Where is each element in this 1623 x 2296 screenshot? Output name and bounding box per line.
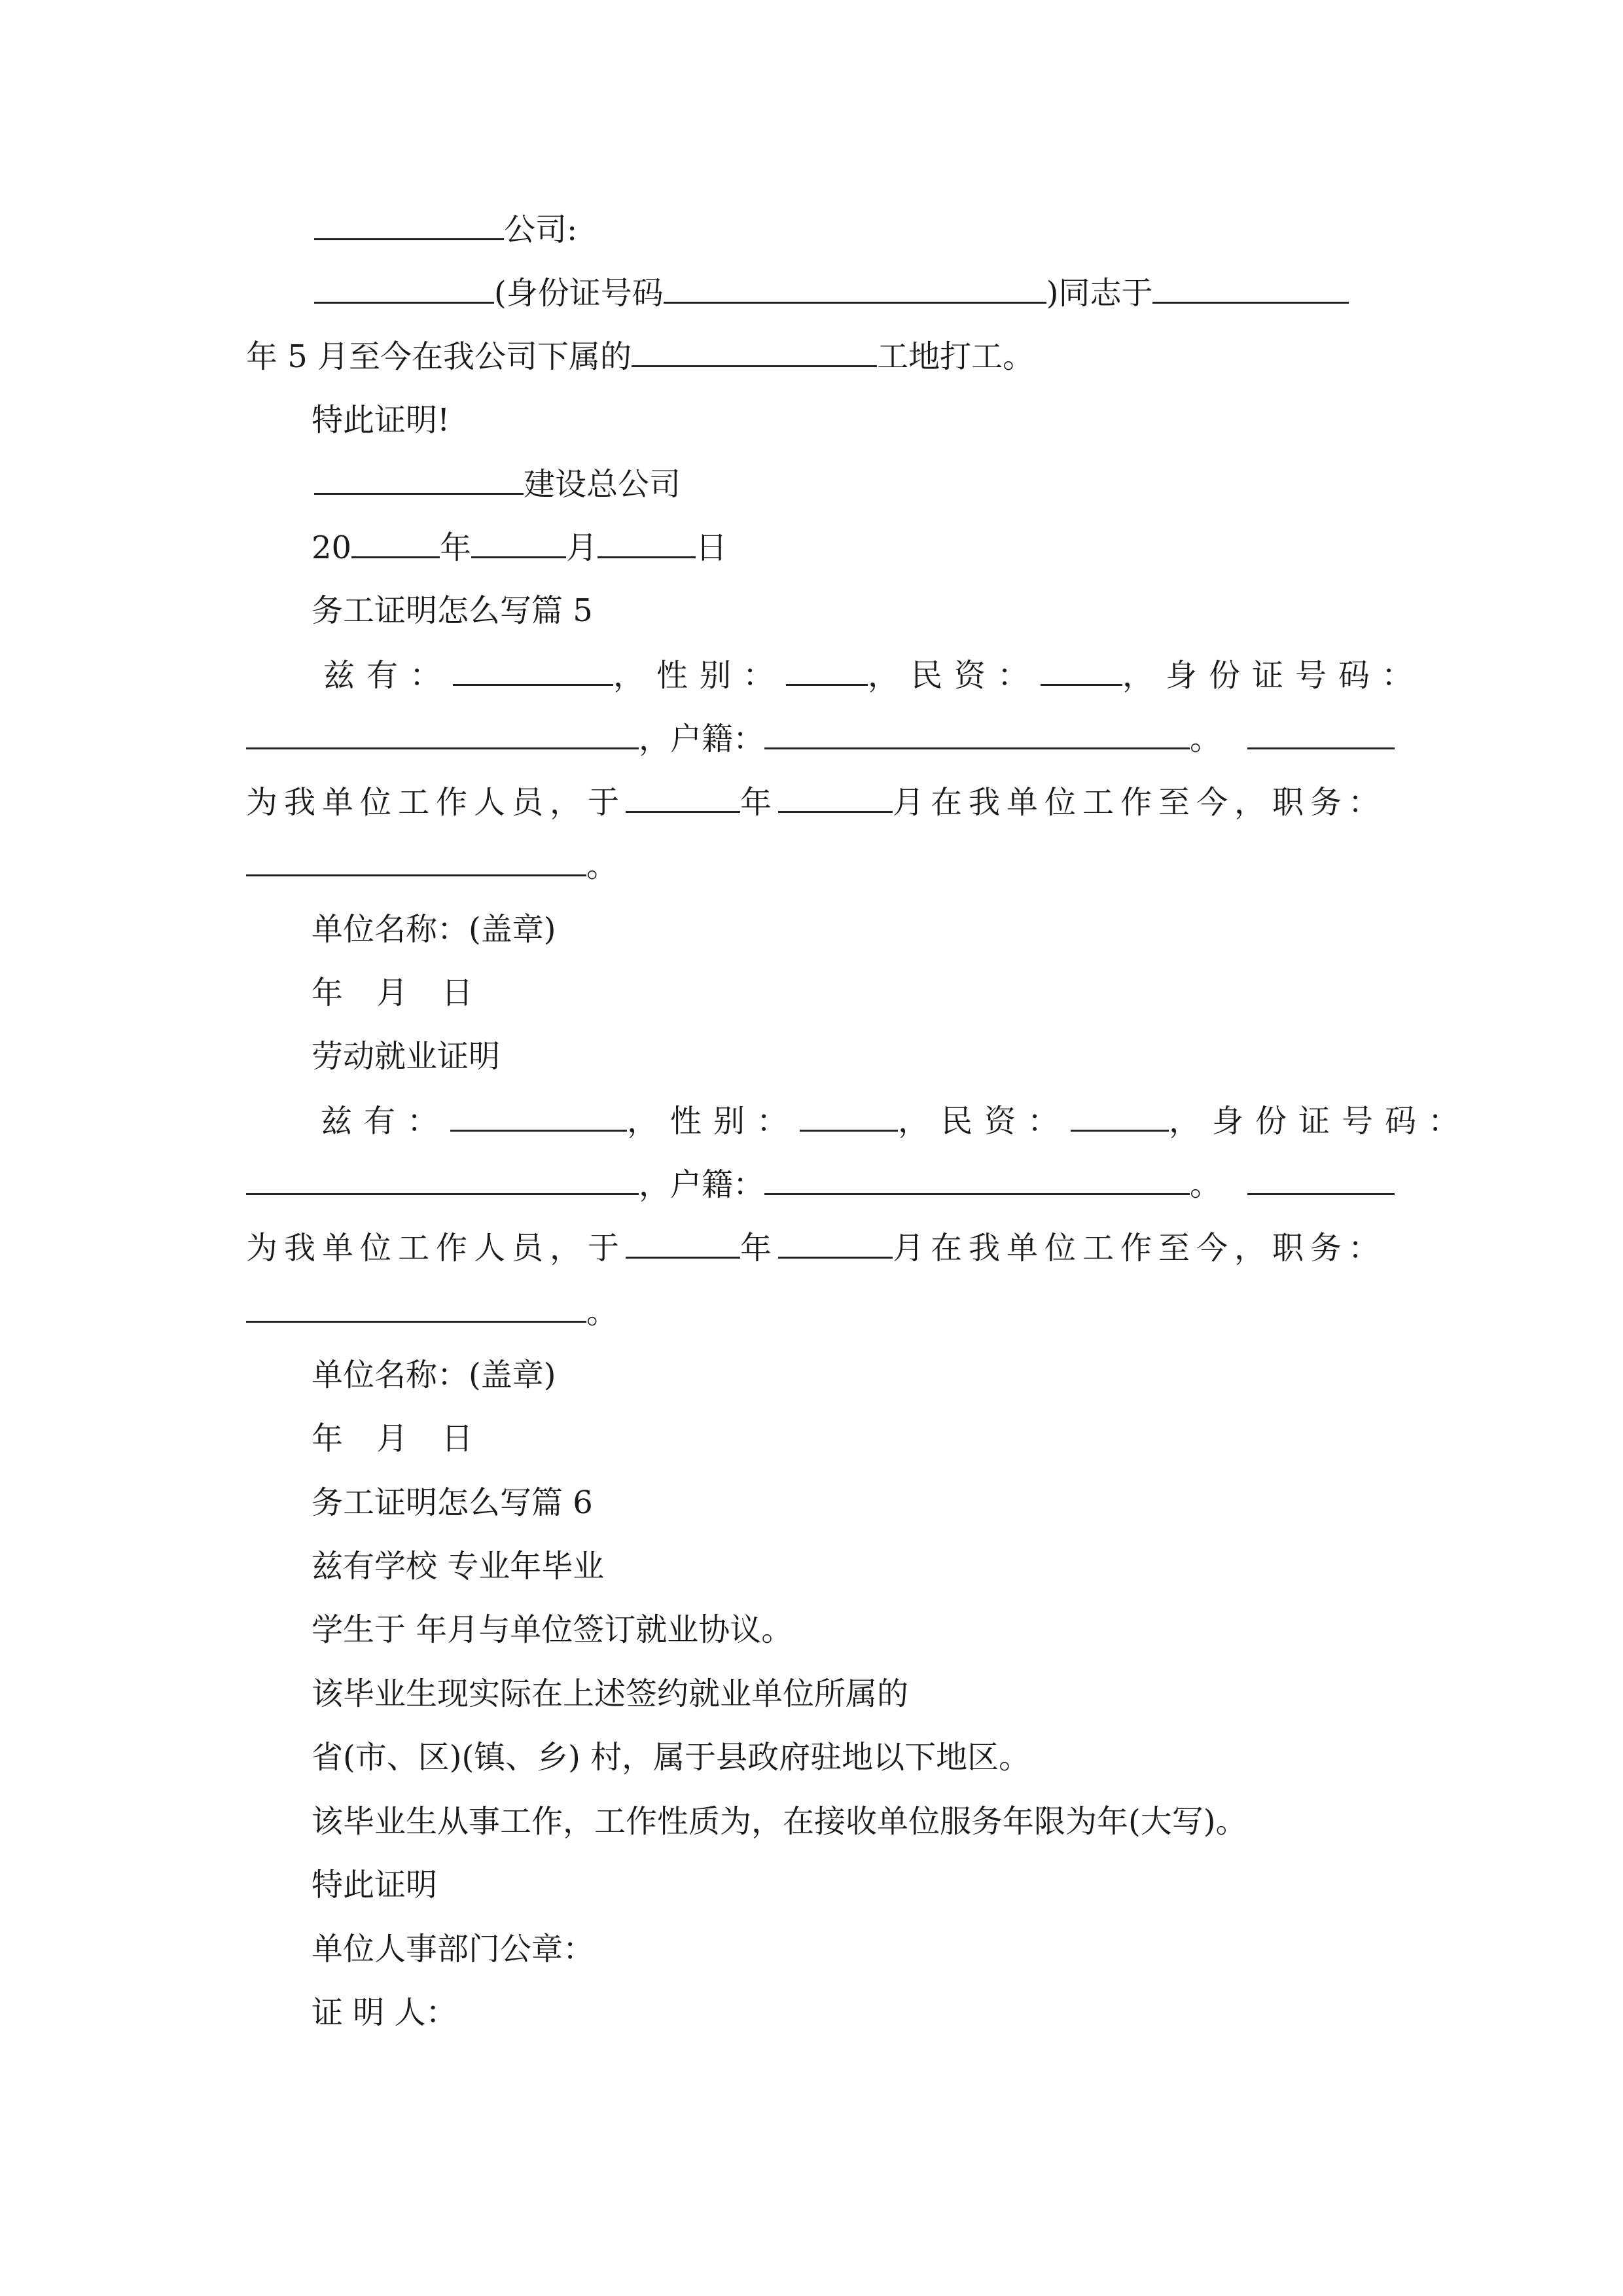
s5-minzi: ，民资： [868,657,1041,694]
s5-position-blank[interactable] [246,844,586,876]
s6-line-4 [0,1736,1623,1778]
s5-work-year-blank[interactable] [626,781,740,813]
s5-huji-line [0,717,1623,759]
labor-minzi-blank[interactable] [1071,1100,1169,1132]
s5-work-line [0,781,1623,823]
certify-line [0,399,1623,441]
name-blank[interactable] [314,272,494,304]
issuer-blank[interactable] [314,463,524,495]
date-month: 月 [566,529,598,566]
s6-line-5 [0,1801,1623,1842]
labor-work-month-blank[interactable] [778,1227,893,1259]
s5-work-month-blank[interactable] [778,781,893,813]
labor-work-b: 月在我单位工作至今，职务： [893,1230,1387,1266]
labor-huji-blank[interactable] [764,1163,1190,1195]
labor-name-blank[interactable] [450,1100,627,1132]
year-line-a: 年 5 月至今在我公司下属的 [246,338,632,375]
s6-text-7: 单位人事部门公章： [312,1931,595,1967]
s5-work-b: 月在我单位工作至今，职务： [893,784,1387,821]
date-year-blank[interactable] [351,526,440,558]
s6-text-2: 学生于 年月与单位签订就业协议。 [312,1611,793,1648]
s5-ymd-line [0,972,1623,1014]
s5-unit-line [0,908,1623,950]
labor-huji: ，户籍： [639,1166,765,1203]
s5-extra-blank[interactable] [1247,717,1395,749]
year-site-line [0,335,1623,377]
s5-period: 。 [1190,721,1222,757]
section5-heading: 务工证明怎么写篇 5 [312,592,593,629]
labor-gender: ，性别： [627,1103,800,1139]
labor-id-blank[interactable] [246,1163,639,1195]
issuer-text: 建设总公司 [524,466,681,503]
s6-line-3 [0,1673,1623,1715]
issuer-line [0,463,1623,505]
labor-heading: 劳动就业证明 [312,1038,501,1075]
s5-info-line [0,654,1623,696]
s5-unit: 单位名称：(盖章) [312,911,556,948]
s5-position-line [0,844,1623,886]
certify-text: 特此证明! [312,402,450,439]
s5-name-blank[interactable] [453,654,613,686]
labor-zi-you: 兹有： [321,1103,451,1139]
labor-ymd: 年 月 日 [312,1420,485,1457]
date-year: 年 [440,529,472,566]
date-20: 20 [312,529,352,566]
s6-line-1 [0,1545,1623,1587]
id-suffix: )同志于 [1046,275,1153,312]
company-suffix: 公司: [504,211,578,248]
s5-zi-you: 兹有： [323,657,454,694]
labor-huji-line [0,1163,1623,1205]
section6-heading: 务工证明怎么写篇 6 [312,1484,593,1521]
labor-gender-blank[interactable] [800,1100,898,1132]
s6-line-2 [0,1609,1623,1651]
labor-work-year: 年 [740,1230,779,1266]
labor-end-period: 。 [586,1294,618,1331]
s5-work-year: 年 [740,784,779,821]
date-line [0,526,1623,568]
s5-huji-blank[interactable] [764,717,1190,749]
s6-text-5: 该毕业生从事工作，工作性质为，在接收单位服务年限为年(大写)。 [312,1803,1247,1840]
id-number-blank[interactable] [664,272,1046,304]
labor-unit-line [0,1354,1623,1396]
section5-heading-line [0,590,1623,632]
labor-work-a: 为我单位工作人员，于 [246,1230,626,1266]
s6-line-6 [0,1864,1623,1906]
id-line [0,272,1623,314]
date-day-blank[interactable] [597,526,696,558]
s6-text-6: 特此证明 [312,1867,438,1903]
id-prefix: (身份证号码 [494,275,664,312]
labor-unit: 单位名称：(盖章) [312,1357,556,1393]
labor-position-blank[interactable] [246,1291,586,1323]
labor-heading-line [0,1035,1623,1077]
s5-huji: ，户籍： [639,721,765,757]
labor-extra-blank[interactable] [1247,1163,1395,1195]
labor-period: 。 [1190,1166,1222,1203]
s6-text-3: 该毕业生现实际在上述签约就业单位所属的 [312,1676,909,1712]
site-blank[interactable] [632,335,877,367]
s5-ymd: 年 月 日 [312,975,485,1011]
company-blank[interactable] [314,208,504,240]
s5-id-label: ，身份证号码： [1122,657,1425,694]
labor-info-line [0,1100,1623,1141]
labor-work-year-blank[interactable] [626,1227,740,1259]
date-month-blank[interactable] [471,526,566,558]
labor-position-line [0,1291,1623,1333]
labor-id-label: ，身份证号码： [1169,1103,1472,1139]
s6-text-8: 证 明 人： [312,1994,457,2031]
section6-heading-line [0,1482,1623,1524]
company-line [0,208,1623,250]
s5-id-blank[interactable] [246,717,639,749]
labor-minzi: ，民资： [898,1103,1071,1139]
s6-text-1: 兹有学校 专业年毕业 [312,1548,605,1585]
labor-ymd-line [0,1418,1623,1460]
s6-line-8 [0,1992,1623,2034]
s6-text-4: 省(市、区)(镇、乡) 村，属于县政府驻地以下地区。 [312,1739,1031,1776]
s5-end-period: 。 [586,848,618,884]
s5-gender: ，性别： [613,657,787,694]
year-line-b: 工地打工。 [877,338,1035,375]
s6-line-7 [0,1928,1623,1970]
s5-work-a: 为我单位工作人员，于 [246,784,626,821]
labor-work-line [0,1227,1623,1268]
date-day: 日 [696,529,728,566]
s5-minzi-blank[interactable] [1041,654,1122,686]
start-year-blank[interactable] [1152,272,1349,304]
s5-gender-blank[interactable] [786,654,868,686]
